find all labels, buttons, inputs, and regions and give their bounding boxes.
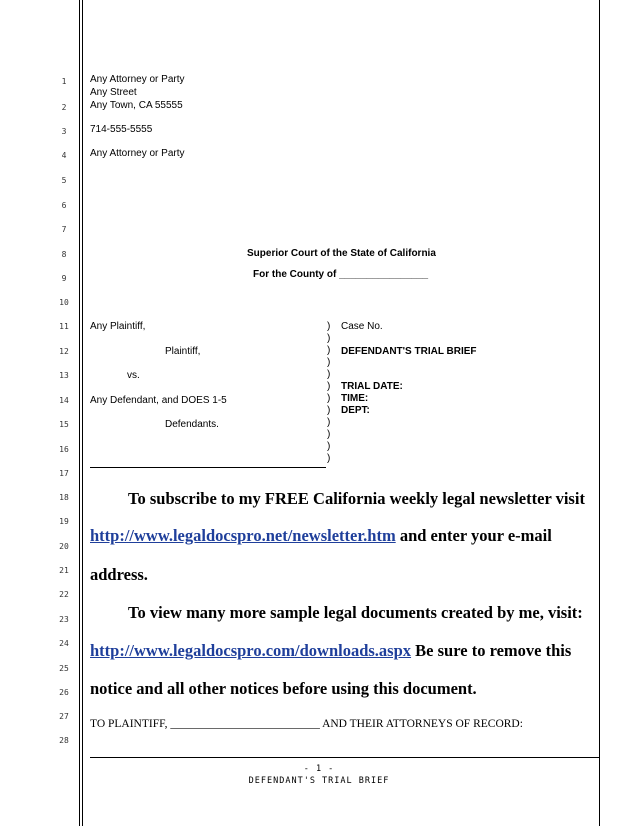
line-number: 3 <box>61 127 67 136</box>
line-number: 20 <box>59 542 69 551</box>
case-number: Case No. <box>341 321 383 332</box>
notice-downloads-line: To view many more sample legal documents created by me, visit: <box>128 603 583 622</box>
paren: ) <box>327 429 331 440</box>
paren: ) <box>327 345 331 356</box>
court-county: For the County of ________________ <box>253 269 429 280</box>
court-name: Superior Court of the State of California <box>247 248 436 259</box>
notice-newsletter-line <box>90 526 552 546</box>
attorney-city: Any Town, CA 55555 <box>90 100 183 111</box>
trial-date: TRIAL DATE: <box>341 381 403 392</box>
paren: ) <box>327 357 331 368</box>
line-number: 12 <box>59 347 69 356</box>
line-number: 27 <box>59 712 69 721</box>
defendant-name: Any Defendant, and DOES 1-5 <box>90 395 227 406</box>
line-number: 22 <box>59 590 69 599</box>
line-number: 9 <box>61 274 67 283</box>
attorney-for: Any Attorney or Party <box>90 148 185 159</box>
document-title: DEFENDANT'S TRIAL BRIEF <box>341 346 477 357</box>
paren: ) <box>327 321 331 332</box>
line-number: 26 <box>59 688 69 697</box>
line-number: 25 <box>59 664 69 673</box>
trial-dept: DEPT: <box>341 405 370 416</box>
line-number: 6 <box>61 201 67 210</box>
notice-subscribe-line: To subscribe to my FREE California weekly legal newsletter visit <box>128 489 585 508</box>
line-number: 14 <box>59 396 69 405</box>
caption-divider <box>90 467 326 468</box>
paren: ) <box>327 333 331 344</box>
paren: ) <box>327 417 331 428</box>
line-number: 19 <box>59 517 69 526</box>
notice-remove-line: notice and all other notices before using this document. <box>90 679 477 698</box>
footer-rule <box>90 757 599 758</box>
newsletter-link[interactable]: http://www.legaldocspro.net/newsletter.htm <box>90 526 396 545</box>
trial-time: TIME: <box>341 393 369 404</box>
notice-newsletter-rest: and enter your e-mail <box>395 526 552 545</box>
plaintiff-name: Any Plaintiff, <box>90 321 146 332</box>
paren: ) <box>327 405 331 416</box>
left-margin-rule-inner <box>82 0 83 826</box>
attorney-name: Any Attorney or Party <box>90 74 185 85</box>
paren: ) <box>327 381 331 392</box>
line-number: 5 <box>61 176 67 185</box>
footer-document-title: DEFENDANT'S TRIAL BRIEF <box>248 776 390 786</box>
versus: vs. <box>127 370 140 381</box>
left-margin-rule-outer <box>79 0 80 826</box>
line-number: 17 <box>59 469 69 478</box>
line-number: 28 <box>59 736 69 745</box>
notice-address-line: address. <box>90 565 148 584</box>
line-number: 1 <box>61 77 67 86</box>
paren: ) <box>327 393 331 404</box>
line-number: 24 <box>59 639 69 648</box>
notice-downloads-link-line <box>90 641 571 661</box>
line-number: 11 <box>59 322 69 331</box>
plaintiff-role: Plaintiff, <box>165 346 201 357</box>
defendant-role: Defendants. <box>165 419 219 430</box>
paren: ) <box>327 453 331 464</box>
line-number: 23 <box>59 615 69 624</box>
paren: ) <box>327 441 331 452</box>
downloads-link[interactable]: http://www.legaldocspro.com/downloads.aspx <box>90 641 412 660</box>
line-number: 2 <box>61 103 67 112</box>
line-number: 8 <box>61 250 67 259</box>
line-number: 4 <box>61 151 67 160</box>
to-plaintiff-line: TO PLAINTIFF, __________________________ AND THEIR ATTORNEYS OF RECORD: <box>90 718 523 730</box>
attorney-phone: 714-555-5555 <box>90 124 153 135</box>
line-number: 10 <box>59 298 69 307</box>
line-number: 21 <box>59 566 69 575</box>
line-number: 16 <box>59 445 69 454</box>
line-number: 18 <box>59 493 69 502</box>
line-number: 15 <box>59 420 69 429</box>
attorney-street: Any Street <box>90 87 137 98</box>
right-margin-rule <box>599 0 600 826</box>
line-number: 7 <box>61 225 67 234</box>
notice-remove-rest: Be sure to remove this <box>411 641 572 660</box>
paren: ) <box>327 369 331 380</box>
line-number: 13 <box>59 371 69 380</box>
footer-page-number: - 1 - <box>303 764 335 774</box>
